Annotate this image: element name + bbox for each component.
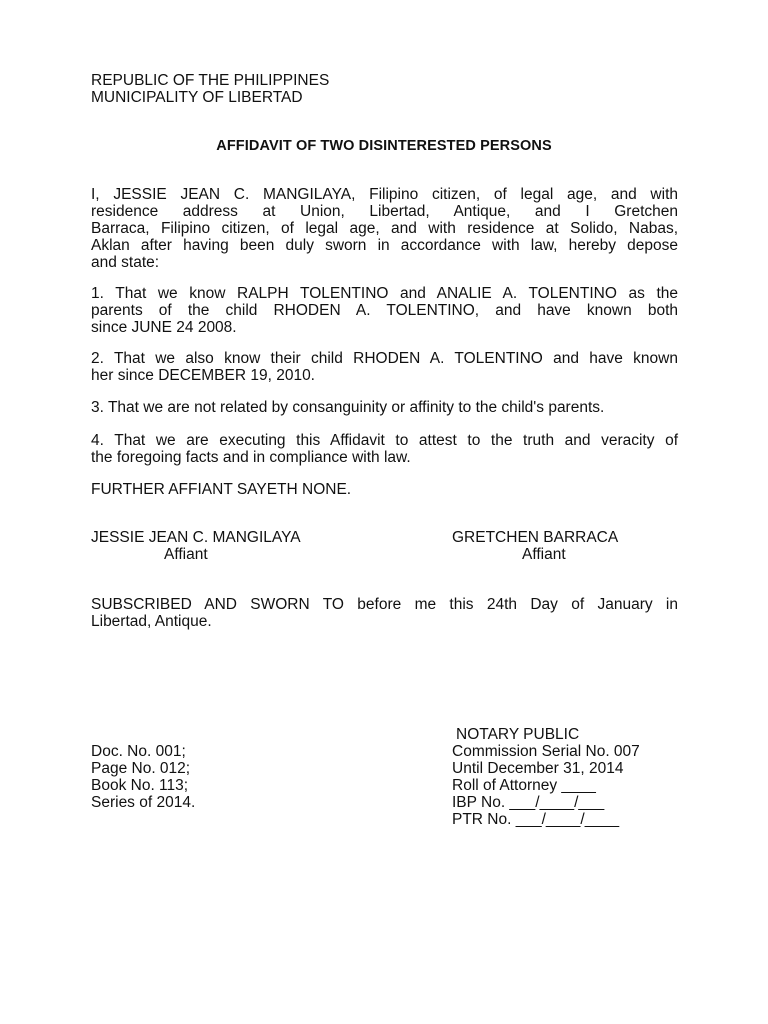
intro-line: Barraca, Filipino citizen, of legal age, and with residence at Solido, Nabas, (91, 220, 678, 237)
intro-line: residence address at Union, Libertad, Antique, and I Gretchen (91, 203, 678, 220)
notary-roll: Roll of Attorney ____ (452, 777, 596, 794)
affiant-left-role: Affiant (164, 546, 208, 563)
item-one-line: 1. That we know RALPH TOLENTINO and ANALIE A. TOLENTINO as the (91, 285, 678, 302)
item-two (91, 350, 678, 384)
notary-ptr: PTR No. ___/____/____ (452, 811, 620, 828)
notary-ibp: IBP No. ___/____/___ (452, 794, 605, 811)
item-three-line: 3. That we are not related by consanguinity or affinity to the child's parents. (91, 399, 605, 416)
closing-statement: FURTHER AFFIANT SAYETH NONE. (91, 481, 352, 498)
jurat-line: SUBSCRIBED AND SWORN TO before me this 24th Day of January in (91, 596, 678, 613)
record-page: Page No. 012; (91, 760, 191, 777)
affiant-right-role: Affiant (522, 546, 566, 563)
notary-commission: Commission Serial No. 007 (452, 743, 640, 760)
item-one-line: parents of the child RHODEN A. TOLENTINO, and have known both (91, 302, 678, 319)
affiant-right-name: GRETCHEN BARRACA (452, 529, 619, 546)
item-four (91, 432, 678, 466)
affiant-left-name: JESSIE JEAN C. MANGILAYA (91, 529, 301, 546)
document-title: AFFIDAVIT OF TWO DISINTERESTED PERSONS (216, 138, 552, 154)
item-three (91, 399, 678, 416)
item-four-line: the foregoing facts and in compliance with law. (91, 449, 411, 466)
intro-line: and state: (91, 254, 160, 271)
item-one-line: since JUNE 24 2008. (91, 319, 237, 336)
header-municipality: MUNICIPALITY OF LIBERTAD (91, 89, 303, 106)
record-series: Series of 2014. (91, 794, 196, 811)
jurat-paragraph (91, 596, 678, 630)
intro-paragraph (91, 186, 678, 271)
item-four-line: 4. That we are executing this Affidavit to attest to the truth and veracity of (91, 432, 678, 449)
item-one (91, 285, 678, 336)
item-two-line: 2. That we also know their child RHODEN A. TOLENTINO and have known (91, 350, 678, 367)
record-doc: Doc. No. 001; (91, 743, 186, 760)
header-republic: REPUBLIC OF THE PHILIPPINES (91, 72, 330, 89)
item-two-line: her since DECEMBER 19, 2010. (91, 367, 315, 384)
notary-until: Until December 31, 2014 (452, 760, 624, 777)
notary-title: NOTARY PUBLIC (456, 726, 580, 743)
record-book: Book No. 113; (91, 777, 189, 794)
intro-line: I, JESSIE JEAN C. MANGILAYA, Filipino citizen, of legal age, and with (91, 186, 678, 203)
jurat-line: Libertad, Antique. (91, 613, 212, 630)
intro-line: Aklan after having been duly sworn in accordance with law, hereby depose (91, 237, 678, 254)
